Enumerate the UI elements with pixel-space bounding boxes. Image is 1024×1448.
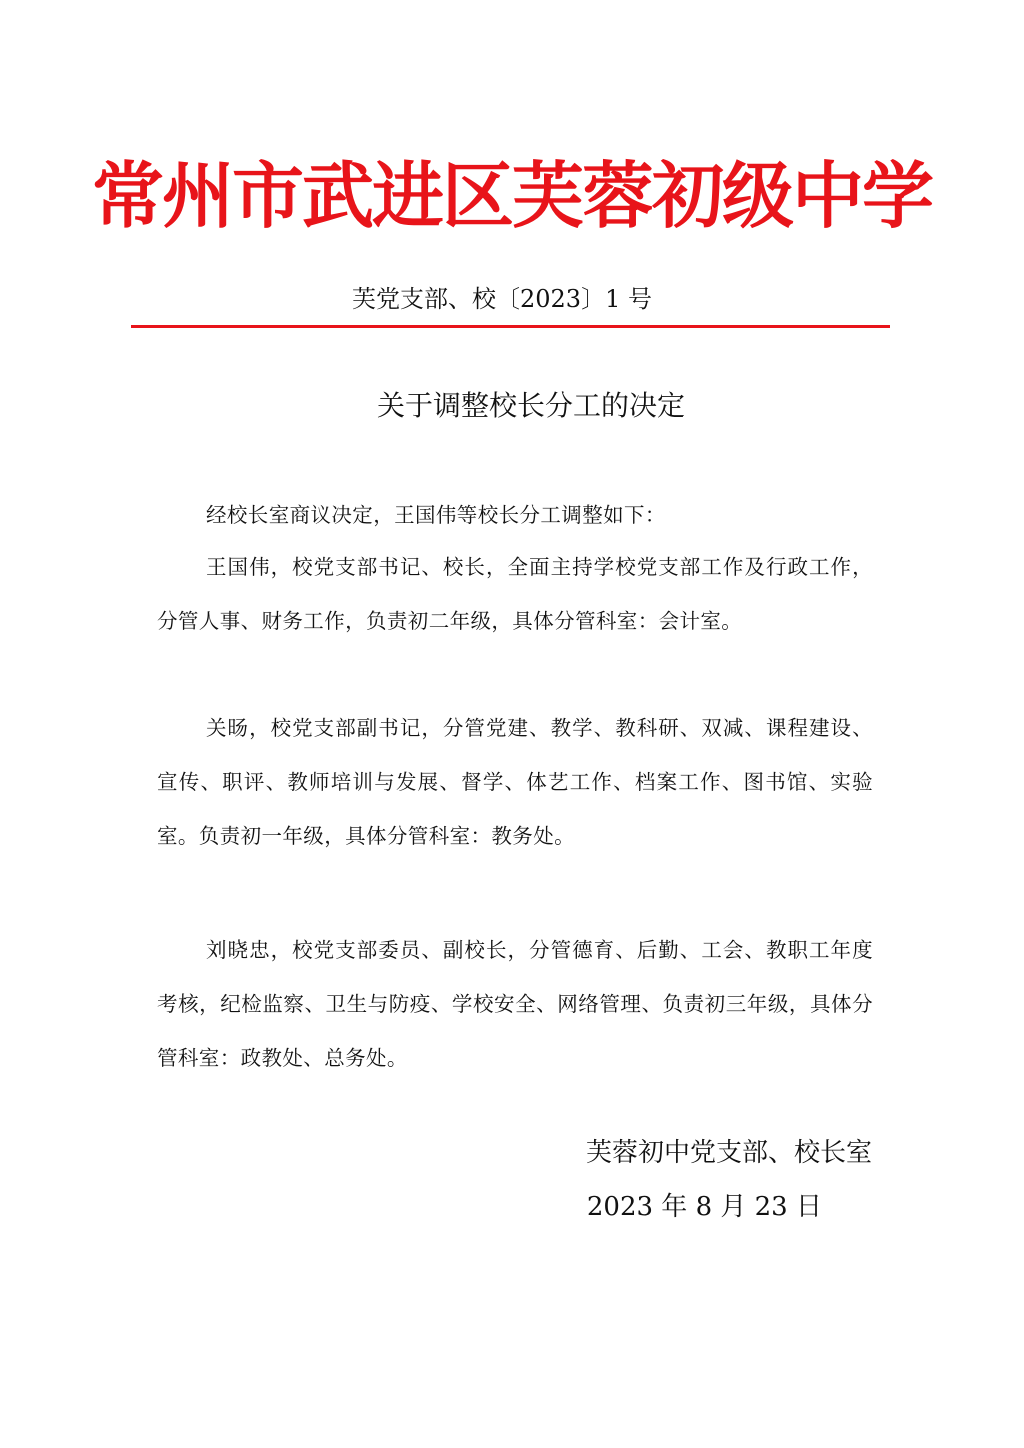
document-title: 关于调整校长分工的决定 [376, 389, 685, 422]
paragraph-wang-guowei: 王国伟，校党支部书记、校长，全面主持学校党支部工作及行政工作，分管人事、财务工作，负责初二年级，具体分管科室：会计室。 [157, 555, 873, 633]
paragraph-liu-xiaozhong: 刘晓忠，校党支部委员、副校长，分管德育、后勤、工会、教职工年度考核，纪检监察、卫生与防疫、学校安全、网络管理、负责初三年级，具体分管科室：政教处、总务处。 [157, 938, 873, 1070]
masthead-title: 常州市武进区芙蓉初级中学 [91, 154, 932, 238]
header-divider-rule [131, 325, 890, 328]
issuer-signature: 芙蓉初中党支部、校长室 [585, 1138, 872, 1168]
signature-date: 2023 年 8 月 23 日 [586, 1192, 822, 1222]
intro-paragraph: 经校长室商议决定，王国伟等校长分工调整如下： [206, 503, 666, 527]
paragraph-guan-yang: 关旸，校党支部副书记，分管党建、教学、教科研、双减、课程建设、宣传、职评、教师培训与发展、督学、体艺工作、档案工作、图书馆、实验室。负责初一年级，具体分管科室：教务处。 [157, 716, 873, 848]
document-number: 芙党支部、校〔2023〕1 号 [352, 285, 652, 313]
